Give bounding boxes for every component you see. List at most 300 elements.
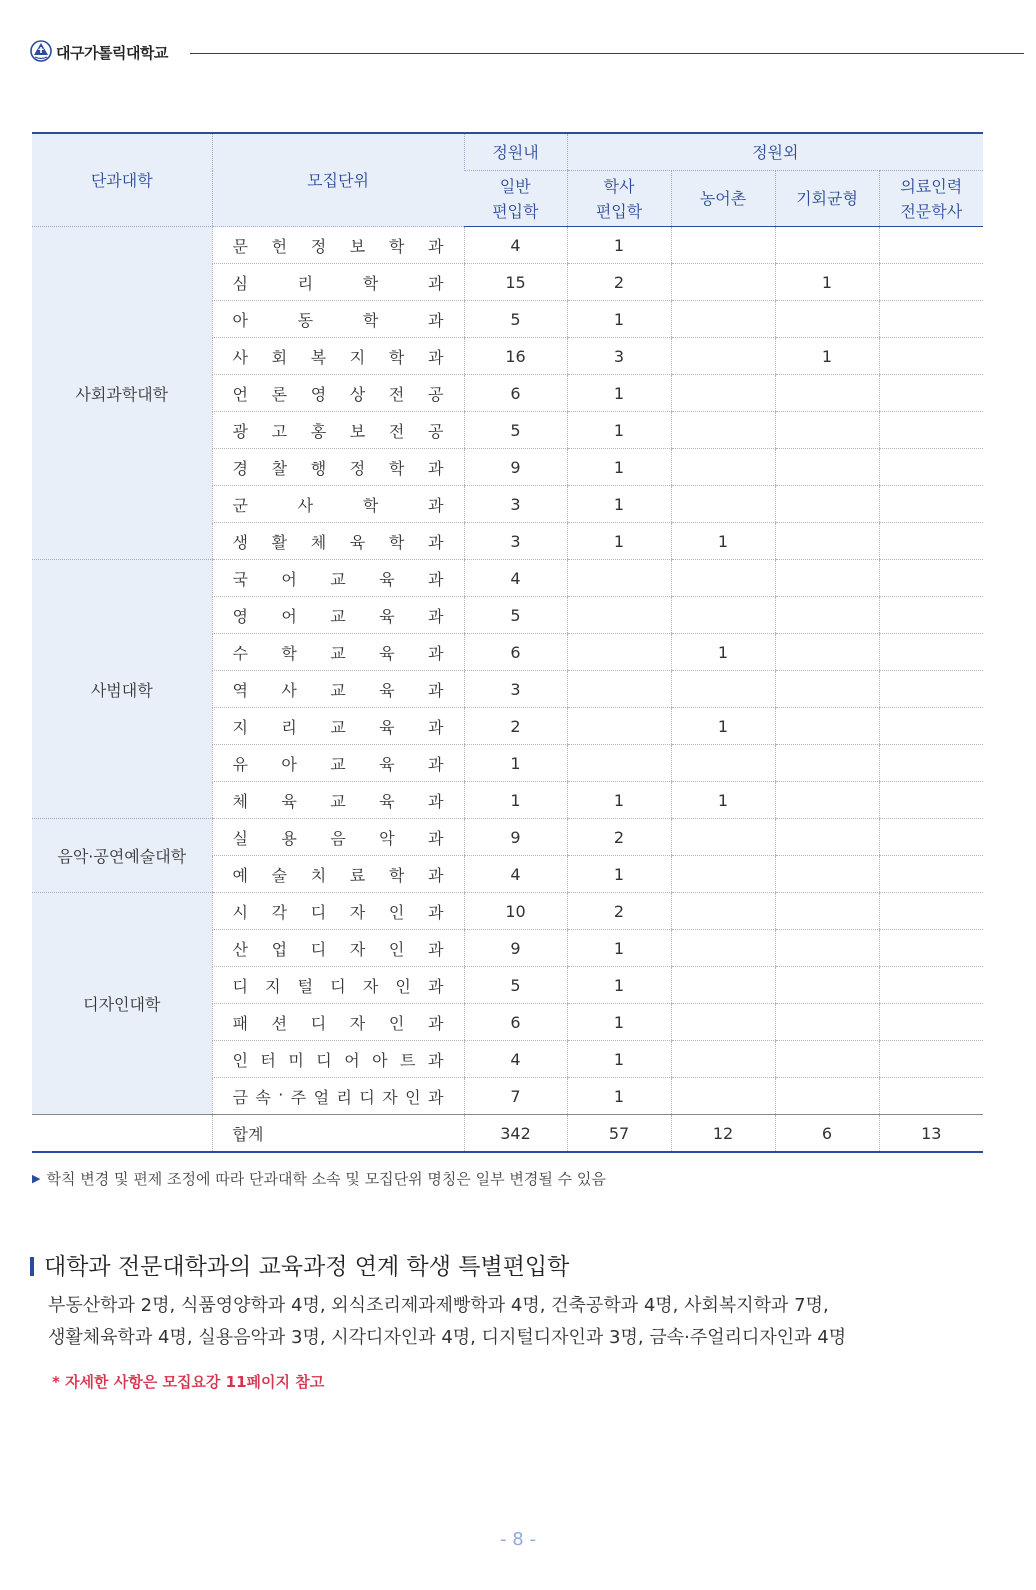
value-medical bbox=[879, 264, 983, 301]
value-rural bbox=[671, 597, 775, 634]
value-equal bbox=[775, 1078, 879, 1115]
unit-name-char: 리 bbox=[297, 273, 314, 293]
unit-name-char: 디 bbox=[232, 976, 248, 996]
unit-name-char: 과 bbox=[428, 680, 444, 700]
value-equal bbox=[775, 375, 879, 412]
value-rural bbox=[671, 560, 775, 597]
value-bachelor: 1 bbox=[567, 782, 671, 819]
unit-name-char: 학 bbox=[388, 347, 405, 367]
unit-name bbox=[213, 419, 464, 442]
unit-name bbox=[213, 678, 464, 701]
value-bachelor bbox=[567, 560, 671, 597]
unit-name-char: 과 bbox=[427, 236, 444, 256]
unit-name-char: 자 bbox=[349, 939, 366, 959]
unit-cell bbox=[212, 375, 464, 412]
unit-name bbox=[213, 789, 464, 812]
unit-cell bbox=[212, 1078, 464, 1115]
unit-name-char: 터 bbox=[260, 1050, 276, 1070]
value-rural bbox=[671, 893, 775, 930]
value-bachelor: 3 bbox=[567, 338, 671, 375]
unit-name-char: 활 bbox=[271, 532, 288, 552]
header-divider bbox=[190, 53, 1024, 54]
unit-name-char: 문 bbox=[232, 236, 248, 256]
unit-name-char: 학 bbox=[388, 236, 405, 256]
header-group-in: 정원내 bbox=[464, 133, 567, 171]
value-equal: 1 bbox=[775, 264, 879, 301]
unit-name bbox=[213, 863, 464, 886]
value-general: 5 bbox=[464, 301, 567, 338]
unit-name-char: 어 bbox=[344, 1050, 360, 1070]
unit-name bbox=[213, 604, 464, 627]
value-medical bbox=[879, 1078, 983, 1115]
triangle-right-icon: ▶ bbox=[32, 1172, 41, 1185]
unit-name-char: 체 bbox=[310, 532, 327, 552]
unit-name-char: 상 bbox=[349, 384, 366, 404]
unit-name-char: 털 bbox=[297, 976, 314, 996]
header-college: 단과대학 bbox=[32, 133, 212, 227]
value-equal bbox=[775, 1041, 879, 1078]
unit-name-char: 과 bbox=[428, 1087, 444, 1107]
unit-cell bbox=[212, 449, 464, 486]
total-medical: 13 bbox=[879, 1115, 983, 1153]
unit-name-char: 고 bbox=[271, 421, 288, 441]
value-general: 9 bbox=[464, 819, 567, 856]
unit-name-char: 론 bbox=[271, 384, 288, 404]
unit-cell bbox=[212, 782, 464, 819]
unit-name-char: 인 bbox=[395, 976, 411, 996]
unit-name-char: 과 bbox=[428, 717, 444, 737]
value-general: 2 bbox=[464, 708, 567, 745]
value-general: 3 bbox=[464, 486, 567, 523]
value-medical bbox=[879, 1041, 983, 1078]
unit-name-char: 교 bbox=[330, 717, 346, 737]
value-general: 4 bbox=[464, 227, 567, 264]
unit-name bbox=[213, 974, 464, 997]
value-bachelor: 1 bbox=[567, 227, 671, 264]
unit-name-char: 학 bbox=[362, 273, 379, 293]
unit-name-char: 인 bbox=[232, 1050, 248, 1070]
value-bachelor: 2 bbox=[567, 819, 671, 856]
value-general: 1 bbox=[464, 782, 567, 819]
cross-shield-icon bbox=[30, 40, 52, 62]
value-equal bbox=[775, 782, 879, 819]
unit-name-char: 찰 bbox=[271, 458, 288, 478]
unit-name bbox=[213, 641, 464, 664]
total-equal: 6 bbox=[775, 1115, 879, 1153]
unit-name-char: 영 bbox=[310, 384, 327, 404]
value-rural bbox=[671, 338, 775, 375]
unit-name-char: 과 bbox=[427, 532, 444, 552]
college-cell: 디자인대학 bbox=[32, 893, 212, 1115]
value-bachelor: 2 bbox=[567, 893, 671, 930]
value-rural bbox=[671, 1078, 775, 1115]
unit-name-char: 영 bbox=[232, 606, 248, 626]
value-medical bbox=[879, 301, 983, 338]
unit-name bbox=[213, 382, 464, 405]
unit-name-char: 역 bbox=[232, 680, 248, 700]
value-medical bbox=[879, 486, 983, 523]
total-rural: 12 bbox=[671, 1115, 775, 1153]
unit-name-char: 아 bbox=[372, 1050, 388, 1070]
page-header bbox=[30, 38, 1024, 68]
value-bachelor: 1 bbox=[567, 1078, 671, 1115]
value-bachelor: 1 bbox=[567, 930, 671, 967]
unit-name-char: 지 bbox=[349, 347, 366, 367]
header-equal: 기회균형 bbox=[775, 171, 879, 227]
unit-name-char: 사 bbox=[297, 495, 314, 515]
value-equal bbox=[775, 301, 879, 338]
value-equal bbox=[775, 449, 879, 486]
value-rural: 1 bbox=[671, 523, 775, 560]
value-bachelor bbox=[567, 671, 671, 708]
unit-name-char: 육 bbox=[379, 680, 395, 700]
unit-cell bbox=[212, 708, 464, 745]
unit-cell bbox=[212, 819, 464, 856]
unit-name-char: 용 bbox=[281, 828, 297, 848]
unit-name-char: 션 bbox=[271, 1013, 288, 1033]
unit-name-char: 리 bbox=[281, 717, 297, 737]
value-bachelor: 1 bbox=[567, 1004, 671, 1041]
unit-name-char: 동 bbox=[297, 310, 314, 330]
unit-name-char: 자 bbox=[349, 902, 366, 922]
value-medical bbox=[879, 930, 983, 967]
table-footnote bbox=[32, 1168, 606, 1189]
unit-cell bbox=[212, 227, 464, 264]
unit-name-char: 학 bbox=[388, 458, 405, 478]
unit-name-char: 각 bbox=[271, 902, 288, 922]
value-general: 1 bbox=[464, 745, 567, 782]
unit-name-char: 학 bbox=[281, 643, 297, 663]
value-general: 9 bbox=[464, 449, 567, 486]
unit-name-char: 학 bbox=[362, 310, 379, 330]
unit-name-char: 아 bbox=[232, 310, 248, 330]
unit-name-char: 과 bbox=[428, 754, 444, 774]
section-title bbox=[30, 1248, 569, 1281]
value-rural bbox=[671, 375, 775, 412]
unit-name-char: 료 bbox=[349, 865, 366, 885]
unit-name-char: 회 bbox=[271, 347, 288, 367]
unit-name-char: 미 bbox=[288, 1050, 304, 1070]
value-medical bbox=[879, 708, 983, 745]
header-general: 일반 편입학 bbox=[464, 171, 567, 227]
unit-name-char: 교 bbox=[330, 606, 346, 626]
unit-name-char: 경 bbox=[232, 458, 248, 478]
unit-name-char: 언 bbox=[232, 384, 248, 404]
unit-name-char: 정 bbox=[310, 236, 327, 256]
unit-name-char: 과 bbox=[428, 791, 444, 811]
unit-name-char: 지 bbox=[265, 976, 281, 996]
value-rural bbox=[671, 227, 775, 264]
total-empty-cell bbox=[32, 1115, 212, 1153]
value-medical bbox=[879, 893, 983, 930]
unit-name bbox=[213, 937, 464, 960]
unit-name bbox=[213, 530, 464, 553]
unit-cell bbox=[212, 634, 464, 671]
unit-name-char: 시 bbox=[232, 902, 248, 922]
unit-name-char: 디 bbox=[330, 976, 346, 996]
unit-name-char: 행 bbox=[310, 458, 327, 478]
unit-name-char: 국 bbox=[232, 569, 248, 589]
unit-name-char: 수 bbox=[232, 643, 248, 663]
unit-name bbox=[213, 900, 464, 923]
value-general: 6 bbox=[464, 634, 567, 671]
unit-name-char: 육 bbox=[281, 791, 297, 811]
value-medical bbox=[879, 375, 983, 412]
value-equal bbox=[775, 819, 879, 856]
unit-name-char: 지 bbox=[232, 717, 248, 737]
value-rural bbox=[671, 486, 775, 523]
unit-name-char: 자 bbox=[349, 1013, 366, 1033]
unit-cell bbox=[212, 856, 464, 893]
total-label: 합계 bbox=[212, 1115, 464, 1153]
unit-name-char: 학 bbox=[388, 865, 405, 885]
unit-name-char: 교 bbox=[330, 754, 346, 774]
unit-name-char: 보 bbox=[349, 236, 366, 256]
unit-name bbox=[213, 308, 464, 331]
unit-name-char: 리 bbox=[336, 1087, 352, 1107]
value-general: 3 bbox=[464, 523, 567, 560]
value-medical bbox=[879, 634, 983, 671]
unit-name-char: 과 bbox=[427, 347, 444, 367]
unit-name bbox=[213, 752, 464, 775]
value-medical bbox=[879, 412, 983, 449]
unit-name-char: 인 bbox=[388, 939, 405, 959]
value-general: 4 bbox=[464, 856, 567, 893]
value-medical bbox=[879, 967, 983, 1004]
unit-cell bbox=[212, 1041, 464, 1078]
value-medical bbox=[879, 1004, 983, 1041]
unit-name-char: 교 bbox=[330, 791, 346, 811]
unit-name-char: · bbox=[278, 1084, 284, 1104]
value-rural bbox=[671, 671, 775, 708]
section-line-1: 부동산학과 2명, 식품영양학과 4명, 외식조리제과제빵학과 4명, 건축공학과 4명, 사회복지학과 7명, bbox=[48, 1295, 829, 1316]
unit-name-char: 체 bbox=[232, 791, 248, 811]
unit-name-char: 악 bbox=[379, 828, 395, 848]
unit-name bbox=[213, 1011, 464, 1034]
value-general: 4 bbox=[464, 560, 567, 597]
unit-name-char: 과 bbox=[427, 939, 444, 959]
admission-quota-table bbox=[32, 132, 983, 1153]
unit-name bbox=[213, 234, 464, 257]
value-equal: 1 bbox=[775, 338, 879, 375]
unit-name-char: 과 bbox=[428, 569, 444, 589]
unit-name-char: 전 bbox=[388, 421, 405, 441]
header-bachelor: 학사 편입학 bbox=[567, 171, 671, 227]
unit-name-char: 정 bbox=[349, 458, 366, 478]
value-equal bbox=[775, 1004, 879, 1041]
footnote-text: 학칙 변경 및 편제 조정에 따라 단과대학 소속 및 모집단위 명칭은 일부 변경될 수 있음 bbox=[46, 1170, 606, 1188]
value-general: 6 bbox=[464, 375, 567, 412]
unit-name-char: 과 bbox=[427, 458, 444, 478]
value-bachelor: 1 bbox=[567, 523, 671, 560]
unit-name-char: 과 bbox=[428, 643, 444, 663]
value-equal bbox=[775, 486, 879, 523]
unit-name-char: 육 bbox=[349, 532, 366, 552]
unit-name-char: 음 bbox=[330, 828, 346, 848]
value-general: 10 bbox=[464, 893, 567, 930]
unit-name-char: 광 bbox=[232, 421, 248, 441]
value-bachelor: 1 bbox=[567, 449, 671, 486]
unit-cell bbox=[212, 745, 464, 782]
unit-cell bbox=[212, 264, 464, 301]
unit-cell bbox=[212, 1004, 464, 1041]
value-equal bbox=[775, 523, 879, 560]
unit-name-char: 생 bbox=[232, 532, 248, 552]
value-medical bbox=[879, 227, 983, 264]
unit-name-char: 복 bbox=[310, 347, 327, 367]
unit-name-char: 인 bbox=[388, 902, 405, 922]
value-bachelor: 1 bbox=[567, 486, 671, 523]
value-rural bbox=[671, 1004, 775, 1041]
unit-name-char: 교 bbox=[330, 569, 346, 589]
unit-name bbox=[213, 456, 464, 479]
unit-name-char: 육 bbox=[379, 754, 395, 774]
value-equal bbox=[775, 893, 879, 930]
unit-name-char: 디 bbox=[359, 1087, 375, 1107]
unit-name-char: 헌 bbox=[271, 236, 288, 256]
unit-cell bbox=[212, 967, 464, 1004]
unit-name-char: 주 bbox=[290, 1087, 307, 1107]
unit-cell bbox=[212, 486, 464, 523]
value-bachelor bbox=[567, 597, 671, 634]
table-row bbox=[32, 819, 983, 856]
unit-name-char: 과 bbox=[428, 273, 444, 293]
unit-name-char: 육 bbox=[379, 717, 395, 737]
value-equal bbox=[775, 560, 879, 597]
value-medical bbox=[879, 523, 983, 560]
unit-name bbox=[213, 1085, 464, 1108]
value-rural bbox=[671, 412, 775, 449]
value-equal bbox=[775, 856, 879, 893]
unit-name-char: 패 bbox=[232, 1013, 248, 1033]
unit-name-char: 산 bbox=[232, 939, 248, 959]
unit-name-char: 보 bbox=[349, 421, 366, 441]
total-row bbox=[32, 1115, 983, 1153]
unit-cell bbox=[212, 301, 464, 338]
value-rural bbox=[671, 856, 775, 893]
unit-cell bbox=[212, 560, 464, 597]
value-bachelor: 1 bbox=[567, 1041, 671, 1078]
unit-name-char: 군 bbox=[232, 495, 248, 515]
value-equal bbox=[775, 745, 879, 782]
value-medical bbox=[879, 597, 983, 634]
table-row bbox=[32, 560, 983, 597]
unit-name-char: 치 bbox=[310, 865, 327, 885]
value-rural bbox=[671, 264, 775, 301]
unit-name-char: 얼 bbox=[313, 1087, 330, 1107]
value-equal bbox=[775, 597, 879, 634]
unit-name bbox=[213, 1048, 464, 1071]
value-rural bbox=[671, 745, 775, 782]
unit-cell bbox=[212, 930, 464, 967]
value-rural bbox=[671, 967, 775, 1004]
unit-name-char: 육 bbox=[379, 643, 395, 663]
value-general: 7 bbox=[464, 1078, 567, 1115]
unit-cell bbox=[212, 412, 464, 449]
unit-name-char: 업 bbox=[271, 939, 288, 959]
unit-name-char: 과 bbox=[427, 1050, 444, 1070]
college-cell: 음악·공연예술대학 bbox=[32, 819, 212, 893]
value-medical bbox=[879, 560, 983, 597]
unit-cell bbox=[212, 893, 464, 930]
header-unit: 모집단위 bbox=[212, 133, 464, 227]
unit-name-char: 디 bbox=[316, 1050, 332, 1070]
header-group-out: 정원외 bbox=[567, 133, 983, 171]
value-general: 5 bbox=[464, 597, 567, 634]
university-name: 대구가톨릭대학교 bbox=[56, 44, 168, 62]
unit-cell bbox=[212, 338, 464, 375]
unit-name-char: 트 bbox=[400, 1050, 416, 1070]
unit-name-char: 과 bbox=[428, 495, 444, 515]
unit-name-char: 과 bbox=[427, 865, 444, 885]
unit-name-char: 자 bbox=[382, 1087, 398, 1107]
unit-name-char: 교 bbox=[330, 680, 346, 700]
unit-name-char: 심 bbox=[232, 273, 248, 293]
unit-name bbox=[213, 345, 464, 368]
value-bachelor: 1 bbox=[567, 967, 671, 1004]
unit-name-char: 사 bbox=[281, 680, 297, 700]
value-equal bbox=[775, 227, 879, 264]
unit-name-char: 과 bbox=[427, 902, 444, 922]
table-row bbox=[32, 227, 983, 264]
unit-name-char: 사 bbox=[232, 347, 248, 367]
page-number: - 8 - bbox=[500, 1529, 536, 1550]
unit-name-char: 디 bbox=[310, 902, 327, 922]
unit-name-char: 육 bbox=[379, 569, 395, 589]
value-equal bbox=[775, 967, 879, 1004]
unit-name-char: 예 bbox=[232, 865, 248, 885]
unit-name-char: 공 bbox=[427, 384, 444, 404]
value-bachelor: 1 bbox=[567, 301, 671, 338]
unit-name-char: 금 bbox=[232, 1087, 248, 1107]
unit-name-char: 과 bbox=[428, 828, 444, 848]
unit-name bbox=[213, 715, 464, 738]
value-medical bbox=[879, 782, 983, 819]
unit-name bbox=[213, 826, 464, 849]
value-rural bbox=[671, 301, 775, 338]
unit-name-char: 과 bbox=[428, 310, 444, 330]
value-general: 6 bbox=[464, 1004, 567, 1041]
unit-name-char: 홍 bbox=[310, 421, 327, 441]
unit-name-char: 술 bbox=[271, 865, 288, 885]
value-equal bbox=[775, 708, 879, 745]
unit-name-char: 실 bbox=[232, 828, 248, 848]
header-rural: 농어촌 bbox=[671, 171, 775, 227]
unit-name-char: 학 bbox=[388, 532, 405, 552]
unit-name-char: 디 bbox=[310, 939, 327, 959]
unit-name bbox=[213, 271, 464, 294]
value-bachelor bbox=[567, 634, 671, 671]
table-body bbox=[32, 227, 983, 1115]
header-medical: 의료인력 전문학사 bbox=[879, 171, 983, 227]
value-equal bbox=[775, 930, 879, 967]
value-bachelor: 1 bbox=[567, 412, 671, 449]
unit-name-char: 전 bbox=[388, 384, 405, 404]
unit-name-char: 과 bbox=[427, 1013, 444, 1033]
unit-name-char: 디 bbox=[310, 1013, 327, 1033]
value-medical bbox=[879, 671, 983, 708]
value-bachelor bbox=[567, 708, 671, 745]
section-title-text: 대학과 전문대학과의 교육과정 연계 학생 특별편입학 bbox=[44, 1254, 570, 1280]
value-medical bbox=[879, 856, 983, 893]
unit-name-char: 공 bbox=[427, 421, 444, 441]
total-bachelor: 57 bbox=[567, 1115, 671, 1153]
table-row bbox=[32, 893, 983, 930]
unit-name-char: 속 bbox=[255, 1087, 271, 1107]
unit-name-char: 학 bbox=[362, 495, 379, 515]
reference-note: * 자세한 사항은 모집요강 11페이지 참고 bbox=[52, 1373, 325, 1391]
value-general: 5 bbox=[464, 412, 567, 449]
